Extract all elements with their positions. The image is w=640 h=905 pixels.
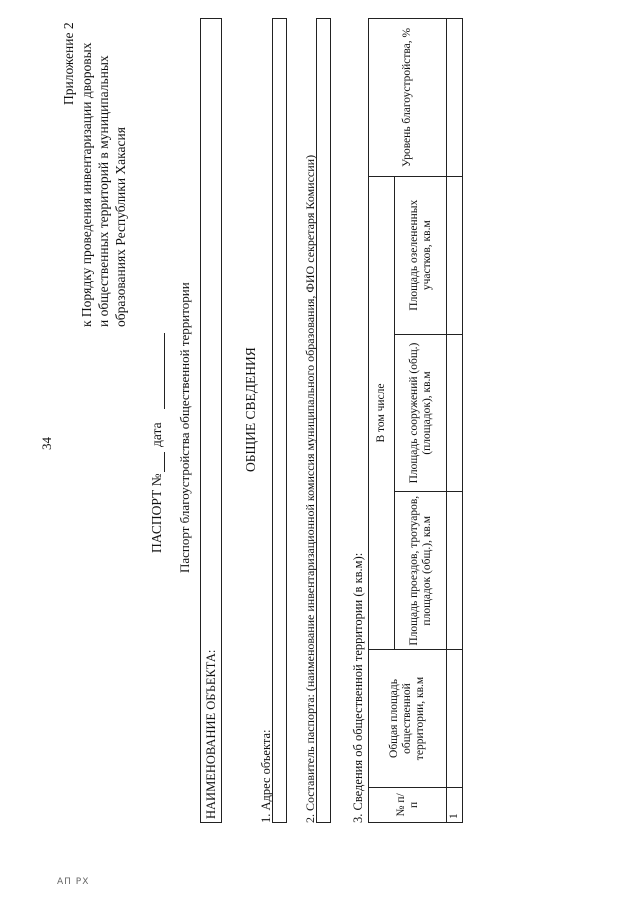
col-level-header: Уровень благоустройства, % bbox=[369, 19, 447, 177]
row-total-area-cell bbox=[447, 650, 463, 788]
passport-number-label: ПАСПОРТ № bbox=[149, 473, 164, 553]
passport-number-blank bbox=[164, 452, 165, 472]
col-green-header: Площадь озелененных участков, кв.м bbox=[395, 176, 447, 334]
row-level-cell bbox=[447, 19, 463, 177]
passport-subtitle: Паспорт благоустройства общественной территории bbox=[177, 282, 192, 573]
passport-title bbox=[150, 473, 164, 553]
appendix-line-3: образованиях Республики Хакасия bbox=[113, 127, 128, 327]
address-label: 1. Адрес объекта: bbox=[259, 729, 273, 823]
general-info-heading: ОБЩИЕ СВЕДЕНИЯ bbox=[243, 347, 258, 472]
appendix-line-1: к Порядку проведения инвентаризации дворовых bbox=[79, 42, 94, 327]
col-including-header: В том числе bbox=[369, 176, 395, 649]
table-row bbox=[447, 19, 463, 823]
appendix-title: Приложение 2 bbox=[61, 22, 76, 105]
col-num-header: № п/п bbox=[369, 787, 447, 822]
col-passages-header: Площадь проездов, тротуаров, площадок (общ.), кв.м bbox=[395, 492, 447, 650]
col-total-area-header: Общая площадь общественной территории, кв.м bbox=[369, 650, 447, 788]
archive-mark: АП РХ bbox=[57, 877, 90, 887]
date-blank bbox=[164, 333, 165, 409]
col-structures-header: Площадь сооружений (общ.) (площадок), кв.м bbox=[395, 334, 447, 492]
territory-info-label: 3. Сведения об общественной территории (в кв.м): bbox=[351, 552, 365, 823]
date-label: дата bbox=[149, 422, 164, 447]
row-structures-cell bbox=[447, 334, 463, 492]
row-green-cell bbox=[447, 176, 463, 334]
appendix-line-2: и общественных территорий в муниципальных bbox=[96, 55, 111, 327]
object-name-label: НАИМЕНОВАНИЕ ОБЪЕКТА: bbox=[204, 649, 218, 819]
territory-table bbox=[368, 18, 463, 823]
compiler-label: 2. Составитель паспорта: (наименование инвентаризационной комиссия муниципального образования, ФИО секретаря Комиссии) bbox=[303, 154, 317, 823]
compiler-field bbox=[316, 18, 331, 823]
page-number: 34 bbox=[39, 437, 54, 450]
row-passages-cell bbox=[447, 492, 463, 650]
row-num-cell: 1 bbox=[447, 787, 463, 822]
address-field bbox=[272, 18, 287, 823]
